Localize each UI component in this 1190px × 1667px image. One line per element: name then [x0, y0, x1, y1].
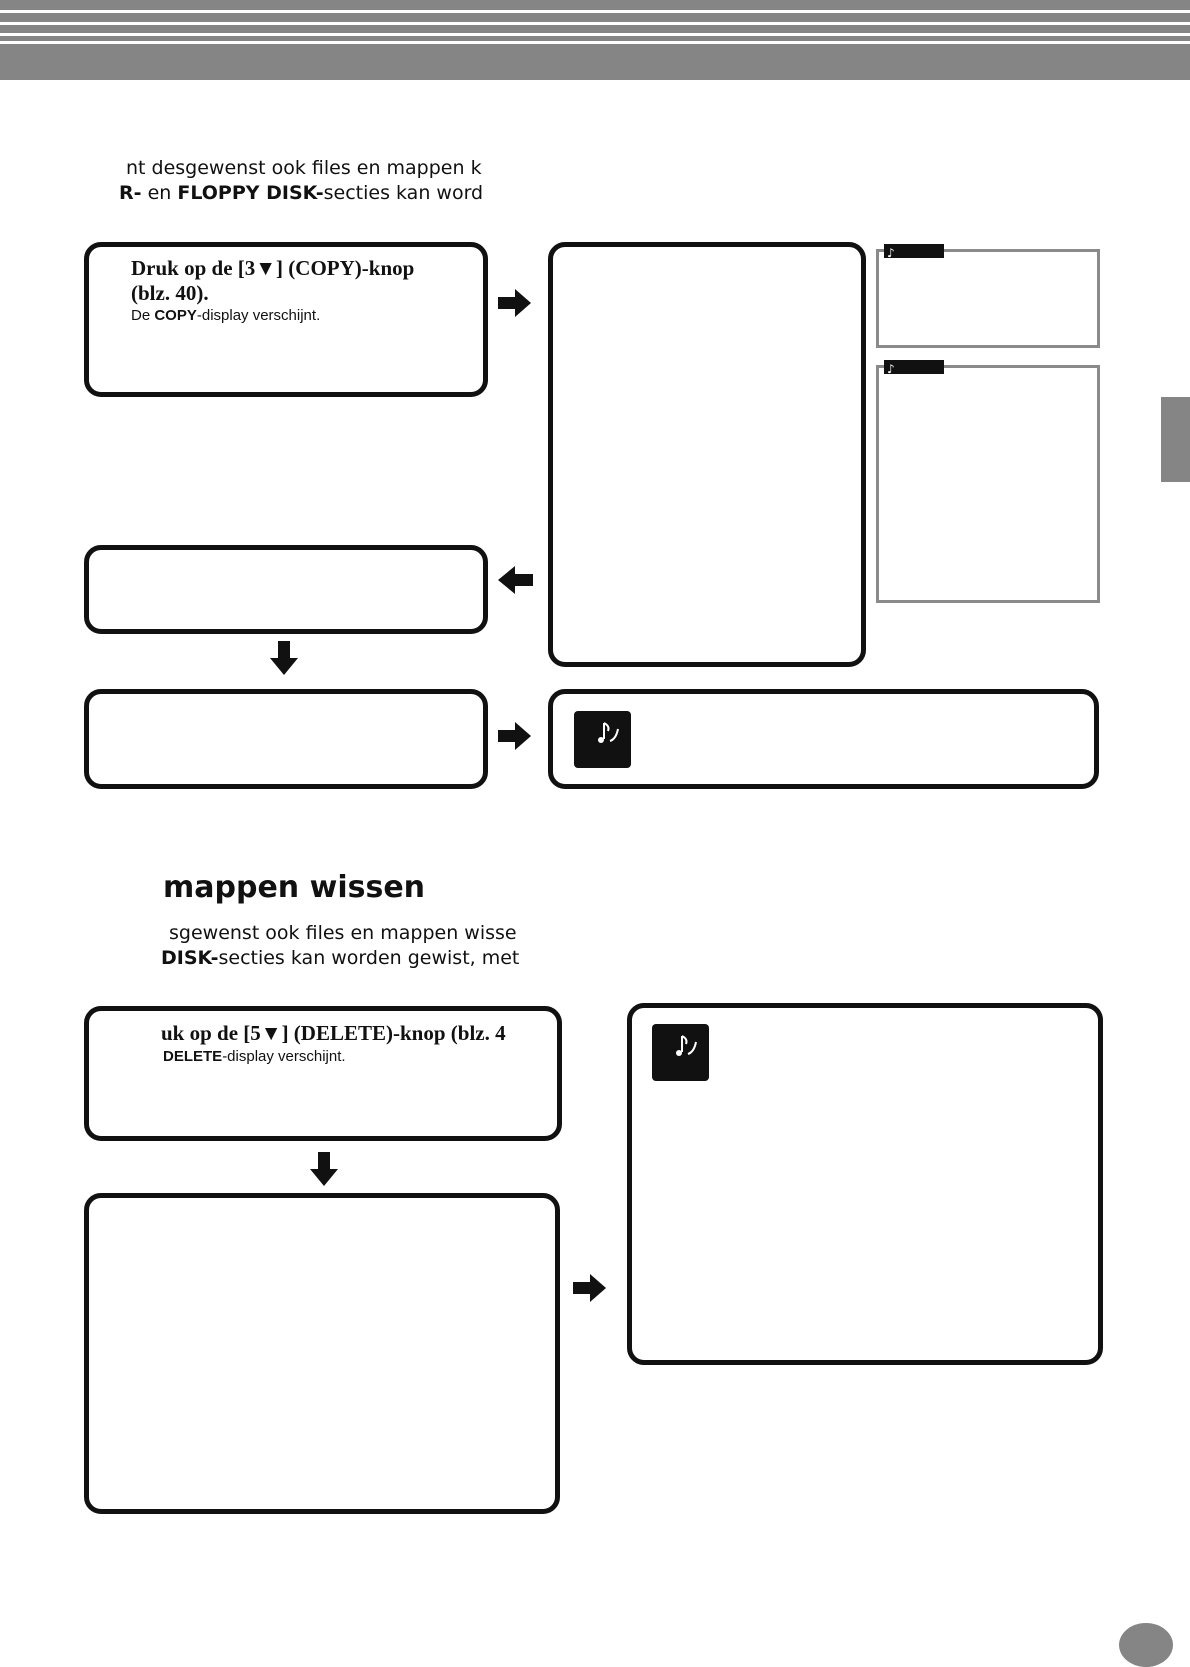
delete-step1-desc: [163, 1047, 346, 1067]
arrow-right-icon: [573, 1274, 607, 1302]
delete-step1-desc-bold: DELETE: [163, 1048, 223, 1065]
header-stripe: [0, 41, 1190, 44]
copy-display-box: [548, 242, 866, 667]
copy-intro-line1: nt desgewenst ook files en mappen k: [126, 157, 482, 179]
delete-intro-bold1: DISK-: [161, 947, 219, 969]
arrow-down-icon: [310, 1152, 338, 1187]
copy-intro-text2: secties kan word: [323, 182, 484, 204]
copy-step1-desc-bold: COPY: [154, 307, 197, 324]
music-note-icon: [574, 711, 631, 768]
header-stripe: [0, 22, 1190, 25]
page-number-badge: [1119, 1623, 1173, 1667]
note-box-2: [876, 365, 1100, 603]
copy-intro-bold1: R-: [119, 182, 142, 204]
music-note-icon: ♪: [887, 246, 895, 260]
copy-step3-box: [84, 689, 488, 789]
music-note-icon: ♪: [887, 362, 895, 376]
copy-step1-title-line1: Druk op de [3▼] (COPY)-knop: [131, 256, 415, 280]
copy-intro-line2: [119, 181, 483, 205]
music-note-icon: [652, 1024, 709, 1081]
delete-section-title: mappen wissen: [163, 870, 426, 905]
arrow-left-icon: [498, 566, 534, 594]
delete-step1-title: uk op de [5▼] (DELETE)-knop (blz. 4: [161, 1021, 506, 1045]
arrow-right-icon: [498, 722, 532, 750]
delete-intro-line2: [161, 946, 519, 970]
delete-intro-line1: sgewenst ook files en mappen wisse: [169, 922, 517, 944]
header-stripe: [0, 33, 1190, 36]
copy-step1-title-line2: (blz. 40).: [131, 281, 209, 305]
note-tag-2: [884, 360, 944, 374]
note-tag-1: [884, 244, 944, 258]
copy-intro-text1: en: [141, 182, 178, 204]
copy-intro-bold2: FLOPPY DISK-: [177, 182, 324, 204]
delete-step1-desc-suffix: -display verschijnt.: [222, 1048, 346, 1065]
copy-step1-desc-prefix: De: [131, 307, 155, 324]
delete-intro-text1: secties kan worden gewist, met: [218, 947, 520, 969]
arrow-right-icon: [498, 289, 532, 317]
copy-step1-desc: [131, 306, 320, 326]
note-box-1: [876, 249, 1100, 348]
copy-step2-box: [84, 545, 488, 634]
copy-step1-desc-suffix: -display verschijnt.: [196, 307, 321, 324]
chapter-tab: [1161, 397, 1190, 482]
arrow-down-icon: [270, 641, 298, 676]
delete-step2-box: [84, 1193, 560, 1514]
header-stripe: [0, 10, 1190, 13]
